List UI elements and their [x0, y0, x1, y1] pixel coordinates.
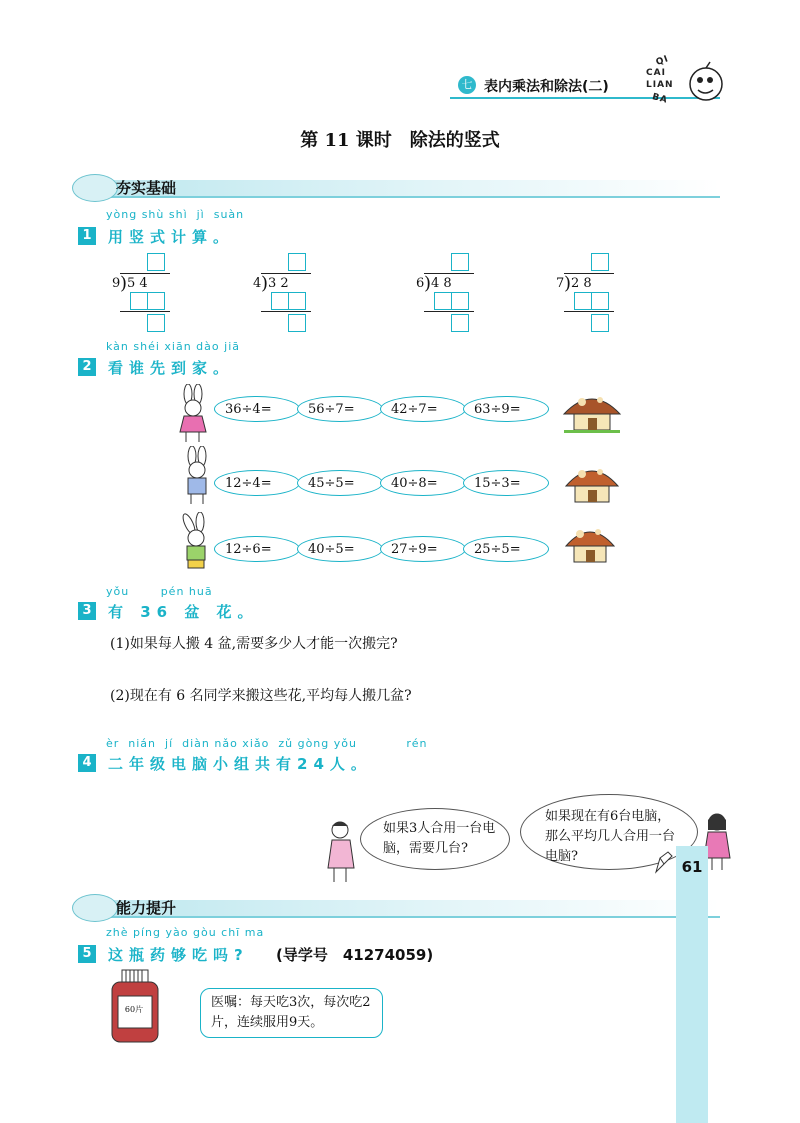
- answer-box[interactable]: [271, 292, 289, 310]
- speech-bubble-left: 如果3人合用一台电脑，需要几台?: [360, 808, 510, 870]
- mushroom-house-icon: [562, 460, 622, 506]
- mushroom-house-icon: [562, 522, 618, 566]
- q3-sub2: (2)现在有 6 名同学来搬这些花,平均每人搬几盆?: [110, 688, 412, 704]
- equation-oval[interactable]: 42÷7=: [380, 396, 466, 422]
- divisor: 9: [112, 276, 121, 291]
- equation-oval[interactable]: 56÷7=: [297, 396, 383, 422]
- rabbit-icon: [176, 512, 220, 574]
- brand-word: LIAN: [646, 80, 674, 90]
- answer-box[interactable]: [288, 253, 306, 271]
- cloud-icon: [72, 174, 118, 202]
- equation-oval[interactable]: 40÷5=: [297, 536, 383, 562]
- section-title: 夯实基础: [116, 179, 177, 197]
- rabbit-icon: [176, 446, 220, 506]
- divisor: 7: [556, 276, 565, 291]
- guide-number: (导学号 41274059): [276, 946, 434, 964]
- answer-box[interactable]: [147, 314, 165, 332]
- dividend: 4 8: [431, 276, 452, 291]
- q4-pinyin: èr nián jí diàn nǎo xiǎo zǔ gòng yǒu rén: [106, 737, 428, 750]
- answer-box[interactable]: [591, 314, 609, 332]
- answer-box[interactable]: [591, 253, 609, 271]
- answer-box[interactable]: [130, 292, 148, 310]
- divisor: 4: [253, 276, 262, 291]
- bottle-label: 60片: [124, 1005, 144, 1014]
- lesson-title: 第 11 课时 除法的竖式: [300, 130, 500, 151]
- chapter-title: 表内乘法和除法(二): [484, 79, 609, 95]
- dividend: 5 4: [127, 276, 148, 291]
- answer-box[interactable]: [574, 292, 592, 310]
- q1-text: 用竖式计算。: [108, 228, 235, 246]
- globe-mascot-icon: [686, 60, 726, 104]
- section-title: 能力提升: [116, 899, 177, 917]
- equation-oval[interactable]: 12÷6=: [214, 536, 300, 562]
- q5-text: 这瓶药够吃吗?: [108, 946, 249, 964]
- cloud-icon: [72, 894, 118, 922]
- answer-box[interactable]: [147, 292, 165, 310]
- q3-text: 有 36 盆 花。: [108, 603, 259, 621]
- answer-box[interactable]: [451, 292, 469, 310]
- q3-pinyin: yǒu pén huā: [106, 585, 213, 598]
- answer-box[interactable]: [147, 253, 165, 271]
- q5-pinyin: zhè píng yào gòu chī ma: [106, 926, 265, 939]
- girl-figure-icon: [322, 818, 362, 884]
- equation-oval[interactable]: 12÷4=: [214, 470, 300, 496]
- page-tab: [676, 846, 708, 1123]
- dividend: 2 8: [571, 276, 592, 291]
- equation-oval[interactable]: 15÷3=: [463, 470, 549, 496]
- doctor-note: 医嘱：每天吃3次，每次吃2片，连续服用9天。: [200, 988, 383, 1038]
- answer-box[interactable]: [451, 253, 469, 271]
- divisor: 6: [416, 276, 425, 291]
- answer-box[interactable]: [434, 292, 452, 310]
- equation-oval[interactable]: 27÷9=: [380, 536, 466, 562]
- section-header-advanced: [72, 894, 722, 918]
- equation-oval[interactable]: 63÷9=: [463, 396, 549, 422]
- equation-oval[interactable]: 40÷8=: [380, 470, 466, 496]
- rabbit-icon: [172, 384, 216, 444]
- speech-bubble-right: 如果现在有6台电脑，那么平均几人合用一台电脑?: [520, 794, 698, 870]
- answer-box[interactable]: [591, 292, 609, 310]
- answer-box[interactable]: [288, 292, 306, 310]
- header-rule: [450, 97, 720, 99]
- answer-box[interactable]: [288, 314, 306, 332]
- q3-sub1: (1)如果每人搬 4 盆,需要多少人才能一次搬完?: [110, 636, 398, 652]
- q1-pinyin: yòng shù shì jì suàn: [106, 208, 245, 221]
- mushroom-house-icon: [560, 388, 624, 434]
- q2-number: 2: [78, 358, 96, 376]
- brand-word: QI: [654, 54, 671, 68]
- q3-number: 3: [78, 602, 96, 620]
- q2-pinyin: kàn shéi xiān dào jiā: [106, 340, 240, 353]
- dividend: 3 2: [268, 276, 289, 291]
- answer-box[interactable]: [451, 314, 469, 332]
- pencil-icon: [652, 850, 674, 876]
- q4-number: 4: [78, 754, 96, 772]
- section-header-basic: [72, 174, 722, 198]
- q1-number: 1: [78, 227, 96, 245]
- brand-word: BA: [650, 92, 669, 106]
- chapter-mark: 七: [458, 76, 476, 94]
- equation-oval[interactable]: 25÷5=: [463, 536, 549, 562]
- q5-number: 5: [78, 945, 96, 963]
- q4-text: 二年级电脑小组共有24人。: [108, 755, 372, 773]
- equation-oval[interactable]: 45÷5=: [297, 470, 383, 496]
- brand-word: CAI: [646, 68, 666, 78]
- q2-text: 看谁先到家。: [108, 359, 235, 377]
- equation-oval[interactable]: 36÷4=: [214, 396, 300, 422]
- page-number: 61: [681, 858, 703, 876]
